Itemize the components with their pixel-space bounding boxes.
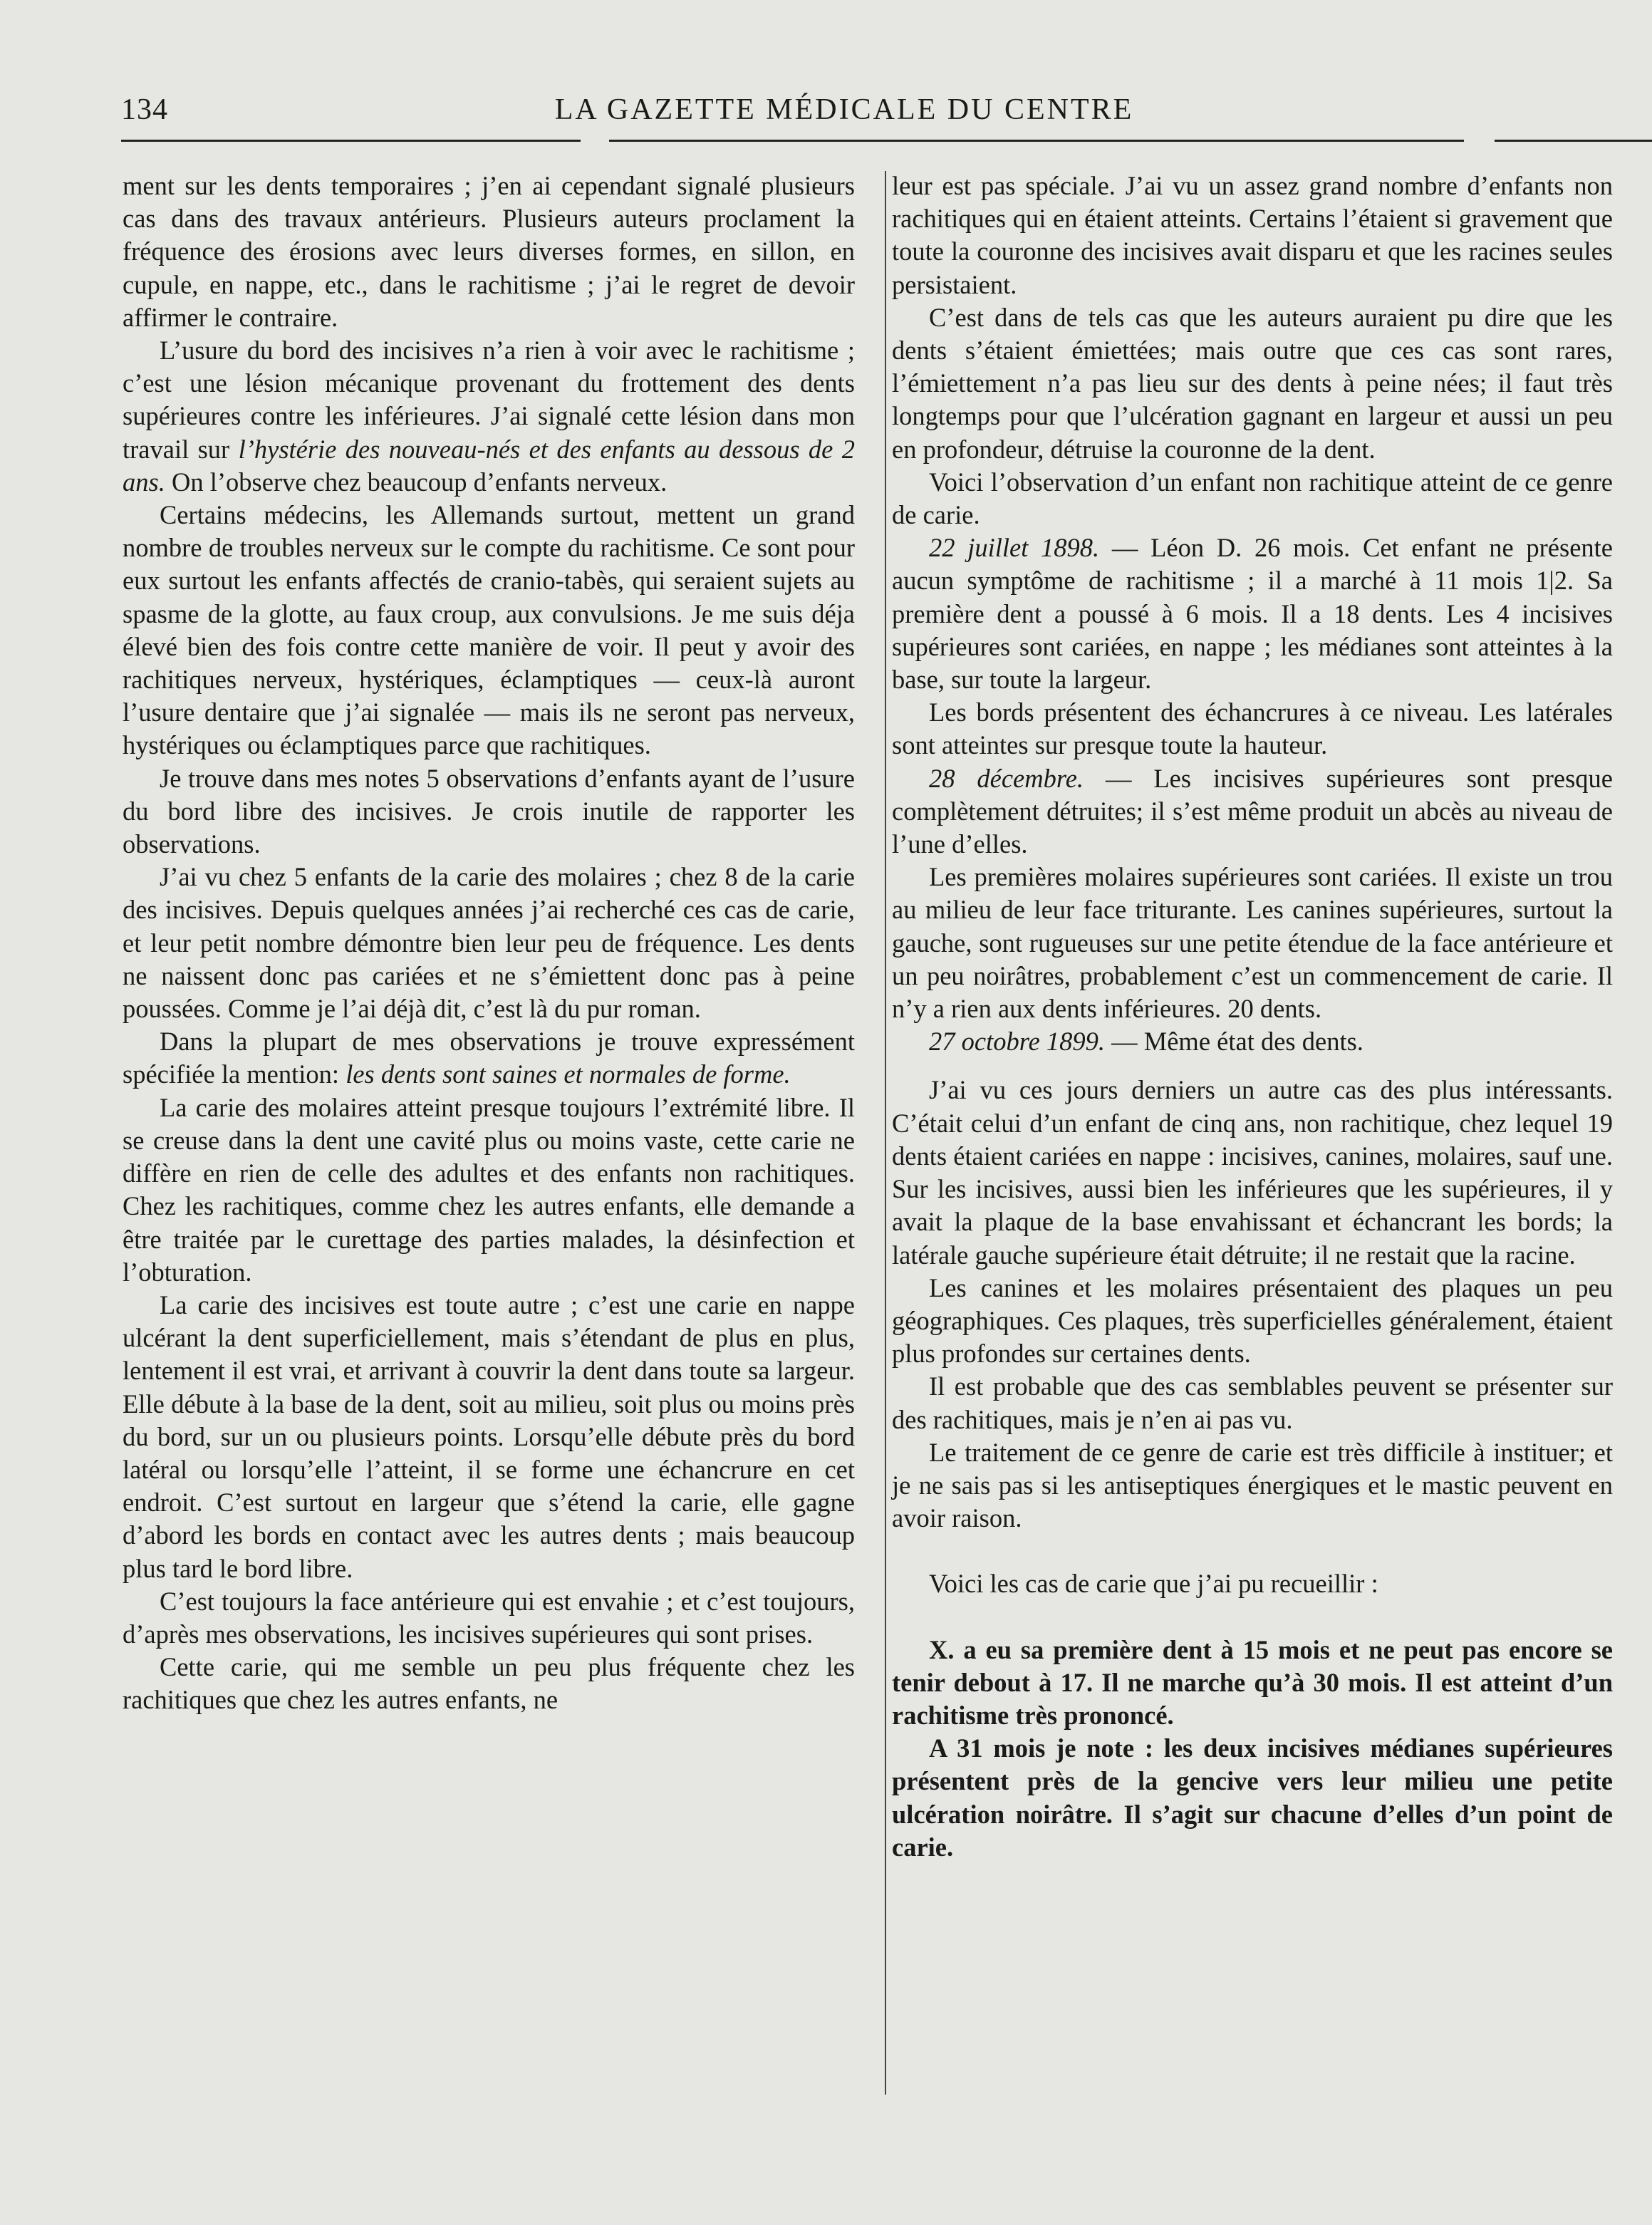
paragraph-text: Je trouve dans mes notes 5 observations d’enfants ayant de l’usure du bord libre des incisives. Je crois inutile de rapporter les observations. [123,763,855,859]
paragraph [892,1272,1613,1371]
header-rule [609,140,1464,142]
paragraph-text: X. a eu sa première dent à 15 mois et ne peut pas encore se tenir debout à 17. Il ne marche qu’à 30 mois. Il est atteint d’un rachitisme très prononcé. [892,1634,1613,1730]
paragraph [892,1370,1613,1436]
italic-date: 27 octobre 1899. [929,1027,1106,1057]
column-divider [885,171,886,2095]
paragraph [892,301,1613,466]
paragraph [892,1634,1613,1733]
header-rule [1495,140,1652,142]
paragraph [123,861,855,1025]
paragraph-text: J’ai vu chez 5 enfants de la carie des molaires ; chez 8 de la carie des incisives. Depuis quelques années j’ai recherché ces cas de carie, et leur petit nombre démontre bien leur peu de fréquence. Les dents ne naissent donc pas cariées et ne s’émiettent donc pas à peine poussées. Comme je l’ai déjà dit, c’est là du pur roman. [123,862,855,1024]
paragraph [892,1567,1613,1600]
paragraph-text: La carie des incisives est toute autre ; c’est une carie en nappe ulcérant la dent superficiellement, mais s’étendant de plus en plus, lentement il est vrai, et arrivant à couvrir la dent dans toute sa largeur. Elle débute à la base de la dent, soit au milieu, soit plus ou moins près du bord, sur un ou plusieurs points. Lorsqu’elle débute près du bord latéral ou lorsqu’elle l’atteint, il se forme une échancrure en cet endroit. C’est surtout en largeur que s’étend la carie, elle gagne d’abord les bords en contact avec les autres dents ; mais beaucoup plus tard le bord libre. [123,1290,855,1583]
paragraph-text: Il est probable que des cas semblables peuvent se présenter sur des rachitiques, mais je n’en ai pas vu. [892,1371,1613,1434]
paragraph-text: Voici les cas de carie que j’ai pu recueillir : [929,1569,1378,1599]
paragraph [892,696,1613,762]
paragraph [892,531,1613,696]
italic-date: 22 juillet 1898. [929,533,1100,563]
header-rule [121,140,581,142]
paragraph [123,1651,855,1716]
paragraph [892,1025,1613,1058]
paragraph [123,499,855,762]
page-header [121,84,1610,148]
paragraph-text: Le traitement de ce genre de carie est très difficile à instituer; et je ne sais pas si les antiseptiques énergiques et le mastic peuvent en avoir raison. [892,1437,1613,1533]
italic-phrase: l’hystérie des nouveau-nés et des enfants au dessous de 2 ans. [123,434,855,497]
page-number: 134 [121,93,168,126]
paragraph-text: C’est dans de tels cas que les auteurs auraient pu dire que les dents s’étaient émiettées; mais outre que ces cas sont rares, l’émiettement n’a pas lieu sur des dents à peine nées; il faut très longtemps pour que l’ulcération gagnant en largeur et aussi un peu en profondeur, détruise la couronne de la dent. [892,302,1613,464]
paragraph-text: — Les incisives supérieures sont presque complètement détruites; il s’est même produit un abcès au niveau de l’une d’elles. [892,763,1614,859]
paragraph [123,1025,855,1091]
paragraph [892,170,1613,301]
right-column [892,170,1613,1864]
paragraph-text: — Léon D. 26 mois. Cet enfant ne présente aucun symptôme de rachitisme ; il a marché à 11 mois 1|2. Sa première dent a poussé à 6 mois. Il a 18 dents. Les 4 incisives supérieures sont cariées, en nappe ; les médianes sont atteintes à la base, sur toute la largeur. [892,533,1614,695]
italic-phrase: les dents sont saines et normales de forme. [346,1059,791,1089]
paragraph-text: Voici l’observation d’un enfant non rachitique atteint de ce genre de carie. [892,467,1613,530]
paragraph [892,466,1613,531]
paragraph-text: ment sur les dents temporaires ; j’en ai cependant signalé plusieurs cas dans des travaux antérieurs. Plusieurs auteurs proclament la fréquence des érosions avec leurs diverses formes, en sillon, en cupule, en nappe, etc., dans le rachitisme ; j’ai le regret de devoir affirmer le contraire. [123,171,855,332]
paragraph-text: A 31 mois je note : les deux incisives médianes supérieures présentent près de la gencive vers leur milieu une petite ulcération noirâtre. Il s’agit sur chacune d’elles d’un point de carie. [892,1733,1613,1862]
paragraph-text: Les bords présentent des échancrures à ce niveau. Les latérales sont atteintes sur presque toute la hauteur. [892,697,1613,760]
italic-date: 28 décembre. [929,763,1084,793]
paragraph-text: Dans la plupart de mes observations je trouve expressément spécifiée la mention: [123,1027,855,1089]
paragraph-text: J’ai vu ces jours derniers un autre cas des plus intéressants. C’était celui d’un enfant de cinq ans, non rachitique, chez lequel 19 dents étaient cariées en nappe : incisives, canines, molaires, sauf une. Sur les incisives, aussi bien les inférieures que les supérieures, il y avait la plaque de la base envahissant et échancrant les bords; la latérale gauche supérieure était détruite; il ne restait que la racine. [892,1075,1613,1270]
paragraph [123,1585,855,1651]
running-title: LA GAZETTE MÉDICALE DU CENTRE [554,93,1134,126]
paragraph-text: Certains médecins, les Allemands surtout, mettent un grand nombre de troubles nerveux sur le compte du rachitisme. Ce sont pour eux surtout les enfants affectés de cranio-tabès, qui seraient sujets au spasme de la glotte, au faux croup, aux convulsions. Je me suis déja élevé bien des fois contre cette manière de voir. Il peut y avoir des rachitiques nerveux, hystériques, éclamptiques — ceux-là auront l’usure dentaire que j’ai signalée — mais ils ne seront pas nerveux, hystériques ou éclamptiques parce que rachitiques. [123,500,855,760]
paragraph [123,1289,855,1585]
paragraph [892,861,1613,1025]
paragraph [892,1436,1613,1535]
paragraph [892,1074,1613,1271]
paragraph-text: Les premières molaires supérieures sont cariées. Il existe un trou au milieu de leur face triturante. Les canines supérieures, surtout la gauche, sont rugueuses sur une petite étendue de la face antérieure et un peu noirâtres, probablement c’est un commencement de carie. Il n’y a rien aux dents inférieures. 20 dents. [892,862,1613,1024]
paragraph [892,762,1613,861]
paragraph [123,762,855,861]
paragraph [123,334,855,499]
paragraph-text: Les canines et les molaires présentaient des plaques un peu géographiques. Ces plaques, très superficielles généralement, étaient plus profondes sur certaines dents. [892,1272,1613,1369]
paragraph-text: — Même état des dents. [1111,1027,1363,1057]
left-column [123,170,855,1717]
paragraph-text: On l’observe chez beaucoup d’enfants nerveux. [171,467,667,497]
paragraph [892,1732,1613,1864]
paragraph-text: Cette carie, qui me semble un peu plus fréquente chez les rachitiques que chez les autres enfants, ne [123,1652,855,1715]
paragraph-text: C’est toujours la face antérieure qui est envahie ; et c’est toujours, d’après mes observations, les incisives supérieures qui sont prises. [123,1586,855,1649]
paragraph-text: L’usure du bord des incisives n’a rien à voir avec le rachitisme ; c’est une lésion mécanique provenant du frottement des dents supérieures contre les inférieures. J’ai signalé cette lésion dans mon travail sur [123,336,855,464]
paragraph [123,170,855,334]
paragraph [123,1091,855,1289]
paragraph-text: leur est pas spéciale. J’ai vu un assez grand nombre d’enfants non rachitiques qui en étaient atteints. Certains l’étaient si gravement que toute la couronne des incisives avait disparu et que les racines seules persistaient. [892,171,1613,299]
paragraph-text: La carie des molaires atteint presque toujours l’extrémité libre. Il se creuse dans la dent une cavité plus ou moins vaste, cette carie ne diffère en rien de celle des adultes et des enfants non rachitiques. Chez les rachitiques, comme chez les autres enfants, elle demande a être traitée par le curettage des parties malades, la désinfection et l’obturation. [123,1092,855,1287]
